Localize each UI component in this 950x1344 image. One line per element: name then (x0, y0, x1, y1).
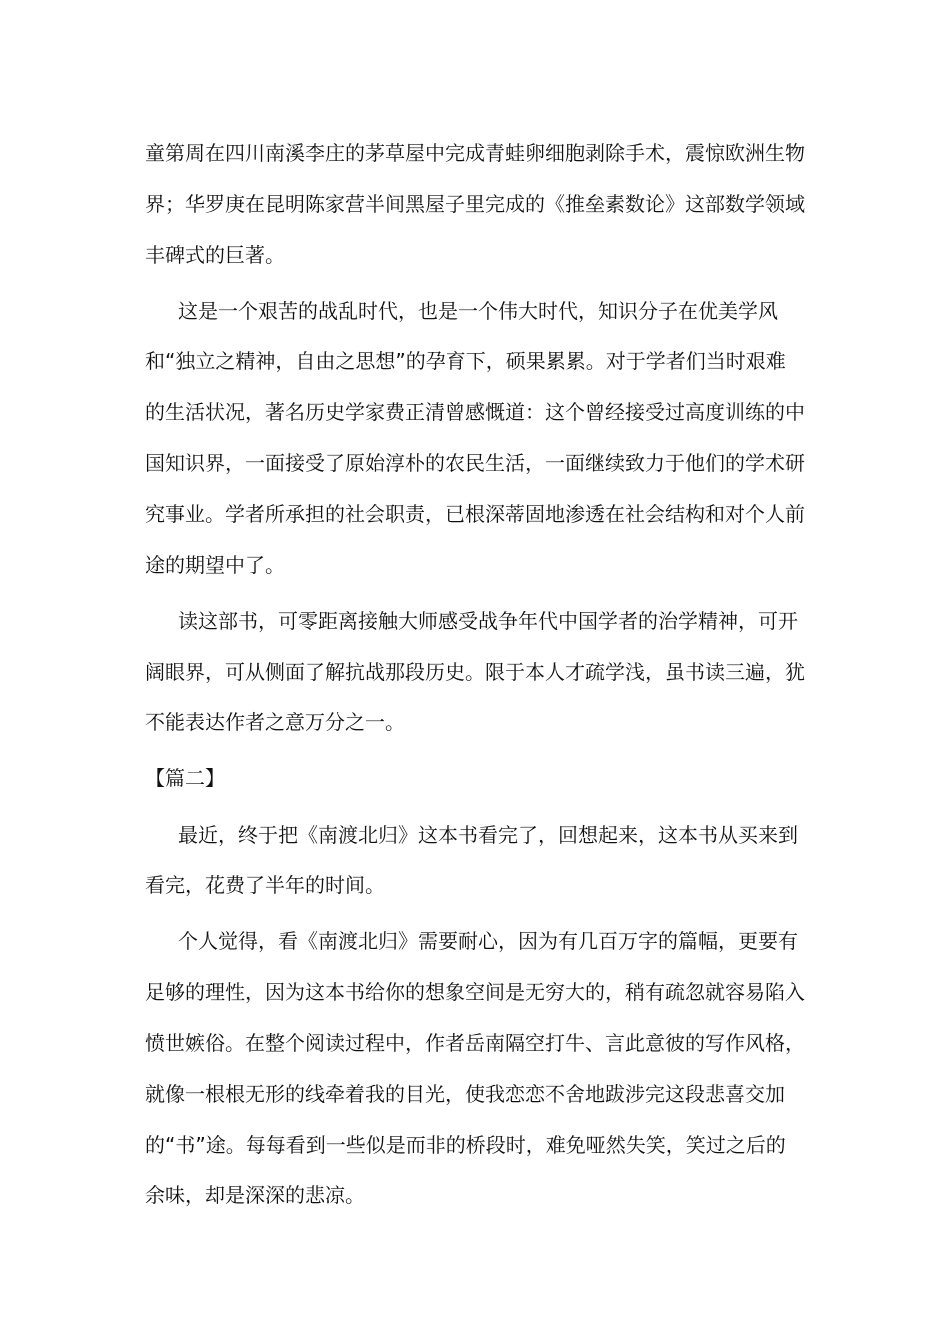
section-heading: 【篇二】 (145, 766, 225, 791)
paragraph: 个人觉得，看《南渡北归》需要耐心，因为有几百万字的篇幅，更要有足够的理性，因为这本书给你的想象空间是无穷大的，稍有疏忽就容易陷入愤世嫉俗。在整个阅读过程中，作者岳南隔空打牛、言此意彼的写作风格，就像一根根无形的线牵着我的目光，使我恋恋不舍地跋涉完这段悲喜交加的“书”途。每每看到一些似是而非的桥段时，难免哑然失笑，笑过之后的余味，却是深深的悲凉。 (145, 929, 805, 1208)
paragraph-continuation: 童第周在四川南溪李庄的茅草屋中完成青蛙卵细胞剥除手术，震惊欧洲生物界；华罗庚在昆明陈家营半间黑屋子里完成的《推垒素数论》这部数学领域丰碑式的巨著。 (145, 141, 805, 267)
paragraph: 最近，终于把《南渡北归》这本书看完了，回想起来，这本书从买来到看完，花费了半年的时间。 (145, 822, 798, 898)
paragraph: 这是一个艰苦的战乱时代，也是一个伟大时代，知识分子在优美学风和“独立之精神，自由之思想”的孕育下，硕果累累。对于学者们当时艰难的生活状况，著名历史学家费正清曾感慨道：这个曾经接受过高度训练的中国知识界，一面接受了原始淳朴的农民生活，一面继续致力于他们的学术研究事业。学者所承担的社会职责，已根深蒂固地渗透在社会结构和对个人前途的期望中了。 (145, 298, 805, 577)
document-body (145, 128, 805, 1227)
paragraph: 读这部书，可零距离接触大师感受战争年代中国学者的治学精神，可开阔眼界，可从侧面了解抗战那段历史。限于本人才疏学浅，虽书读三遍，犹不能表达作者之意万分之一。 (145, 608, 805, 735)
